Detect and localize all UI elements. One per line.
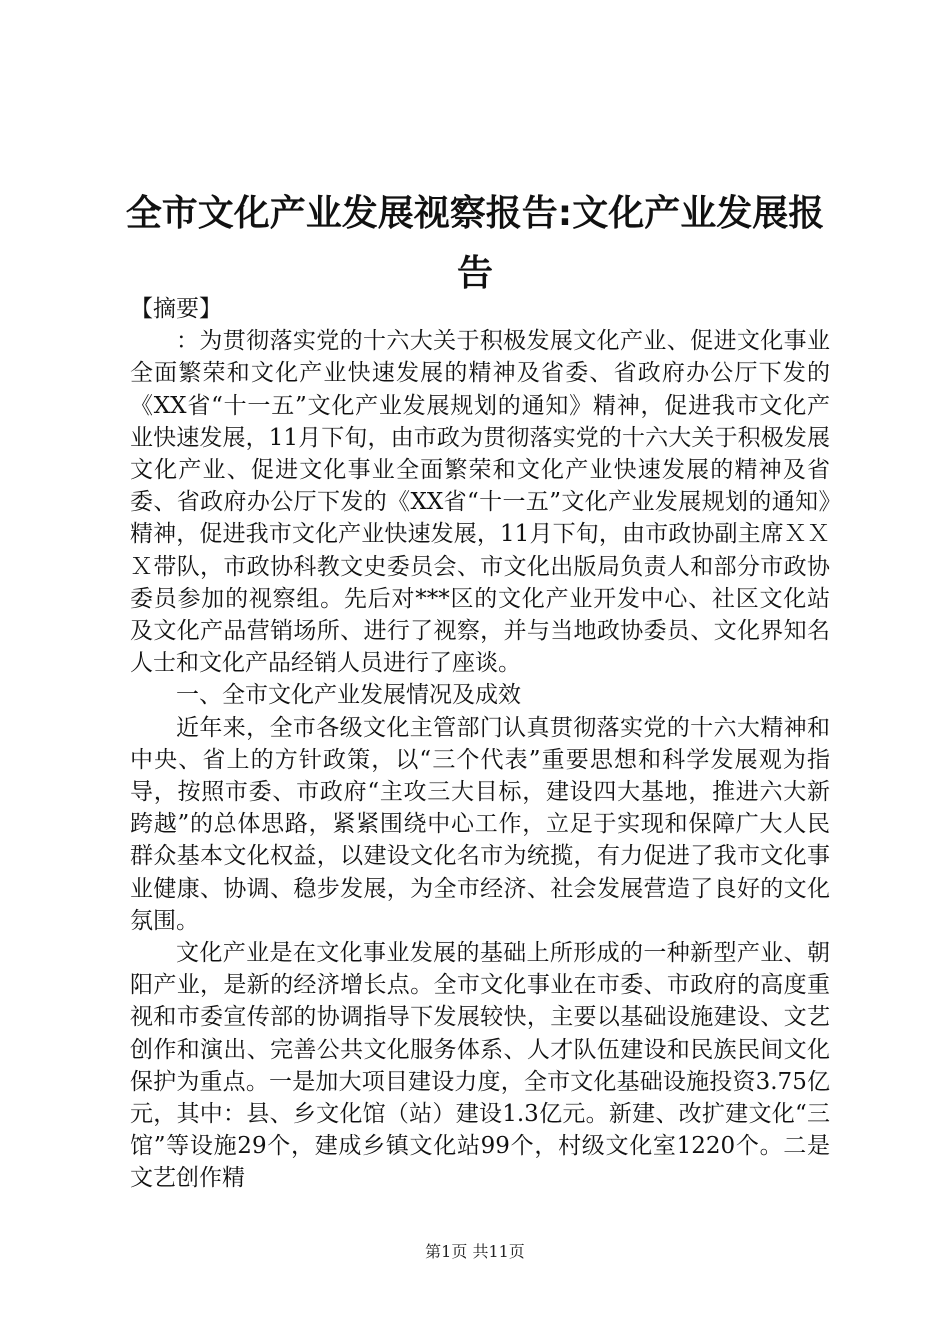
abstract-label: 【摘要】 xyxy=(130,296,222,322)
document-body xyxy=(130,293,830,1195)
paragraph: 近年来，全市各级文化主管部门认真贯彻落实党的十六大精神和中央、省上的方针政策，以“三个代表”重要思想和科学发展观为指导，按照市委、市政府“主攻三大目标，建设四大基地，推进六大新跨越”的总体思路，紧紧围绕中心工作，立足于实现和保障广大人民群众基本文化权益，以建设文化名市为统揽，有力促进了我市文化事业健康、协调、稳步发展，为全市经济、社会发展营造了良好的文化氛围。 xyxy=(130,714,830,934)
document-title: 全市文化产业发展视察报告:文化产业发展报告 xyxy=(125,193,825,294)
section-heading: 一、全市文化产业发展情况及成效 xyxy=(176,682,521,709)
page-number: 第1页 共11页 xyxy=(425,1242,525,1261)
paragraph: 文化产业是在文化事业发展的基础上所形成的一种新型产业、朝阳产业，是新的经济增长点。全市文化事业在市委、市政府的高度重视和市委宣传部的协调指导下发展较快，主要以基础设施建设、文艺创作和演出、完善公共文化服务体系、人才队伍建设和民族民间文化保护为重点。一是加大项目建设力度，全市文化基础设施投资3.75亿元，其中：县、乡文化馆（站）建设1.3亿元。新建、改扩建文化“三馆”等设施29个，建成乡镇文化站99个，村级文化室1220个。二是文艺创作精 xyxy=(130,940,830,1192)
paragraph-abstract: ：为贯彻落实党的十六大关于积极发展文化产业、促进文化事业全面繁荣和文化产业快速发展的精神及省委、省政府办公厅下发的《XX省“十一五”文化产业发展规划的通知》精神，促进我市文化产业快速发展，11月下旬，由市政为贯彻落实党的十六大关于积极发展文化产业、促进文化事业全面繁荣和文化产业快速发展的精神及省委、省政府办公厅下发的《XX省“十一五”文化产业发展规划的通知》精神，促进我市文化产业快速发展，11月下旬，由市政协副主席ＸＸＸ带队，市政协科教文史委员会、市文化出版局负责人和部分市政协委员参加的视察组。先后对***区的文化产业开发中心、社区文化站及文化产品营销场所、进行了视察，并与当地政协委员、文化界知名人士和文化产品经销人员进行了座谈。 xyxy=(130,328,830,677)
